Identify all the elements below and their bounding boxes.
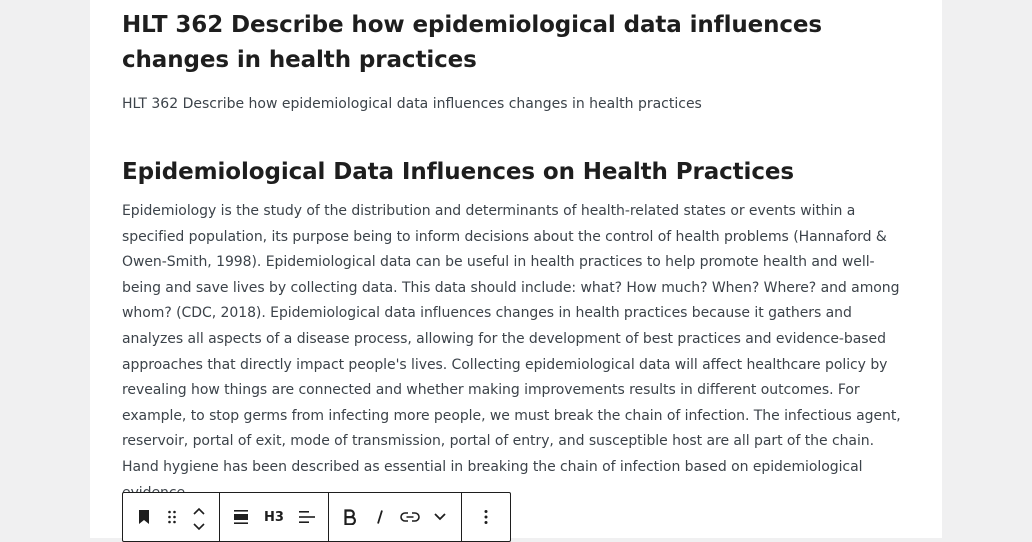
block-type-button[interactable] (129, 494, 159, 540)
italic-button[interactable] (365, 494, 395, 540)
more-vertical-icon (484, 509, 488, 525)
chevron-down-icon (193, 516, 205, 535)
move-down-button[interactable] (193, 517, 205, 533)
block-toolbar (122, 492, 511, 542)
drag-handle-button[interactable] (159, 494, 185, 540)
options-group (462, 493, 510, 541)
inline-format-group (329, 493, 462, 541)
align-button[interactable] (226, 494, 256, 540)
chevron-down-icon (434, 513, 446, 521)
block-controls-group (123, 493, 220, 541)
subtitle-paragraph[interactable]: HLT 362 Describe how epidemiological data influences changes in health practices (122, 96, 702, 112)
editor-canvas (90, 0, 942, 538)
link-icon (400, 511, 420, 523)
text-align-icon (298, 509, 316, 525)
section-heading[interactable]: Epidemiological Data Influences on Health Practices (122, 159, 794, 185)
drag-handle-icon (167, 509, 177, 525)
block-options-button[interactable] (468, 494, 504, 540)
heading-level-button[interactable] (256, 494, 292, 540)
text-align-button[interactable] (292, 494, 322, 540)
block-mover (185, 494, 213, 540)
bold-icon (343, 509, 357, 525)
bold-button[interactable] (335, 494, 365, 540)
align-icon (233, 509, 249, 525)
bookmark-icon (137, 509, 151, 525)
link-button[interactable] (395, 494, 425, 540)
heading-level-label: H3 (264, 509, 284, 525)
italic-icon (375, 509, 385, 525)
body-paragraph[interactable]: Epidemiology is the study of the distribution and determinants of health-related states or events within a specified population, its purpose being to inform decisions about the control of health problems (Hannaford & Owen-Smith, 1998). Epidemiological data can be useful in health practices to help promote health and well-being and save lives by collecting data. This data should include: what? How much? When? Where? and among whom? (CDC, 2018). Epidemiological data influences changes in health practices because it gathers and analyzes all aspects of a disease process, allowing for the development of best practices and evidence-based approaches that directly impact people's lives. Collecting epidemiological data will affect healthcare policy by revealing how things are connected and whether making improvements results in different outcomes. For example, to stop germs from infecting more people, we must break the chain of infection. The infectious agent, reservoir, portal of exit, mode of transmission, portal of entry, and susceptible host are all part of the chain. Hand hygiene has been described as essential in breaking the chain of infection based on epidemiological (122, 203, 901, 475)
post-title[interactable]: HLT 362 Describe how epidemiological data influences changes in health practices (122, 12, 823, 73)
more-formats-button[interactable] (425, 494, 455, 540)
post-content (122, 8, 912, 506)
block-format-group (220, 493, 329, 541)
